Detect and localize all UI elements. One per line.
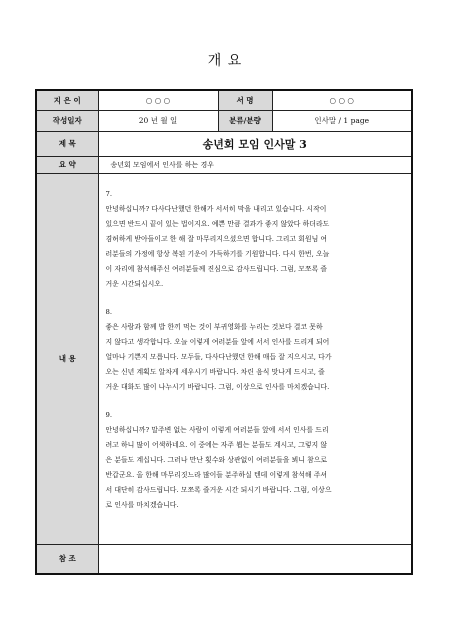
document-title: 개 요: [207, 53, 243, 69]
author-value: ○ ○ ○: [98, 90, 218, 110]
paragraph-line: 지 않다고 생각합니다. 오늘 이렇게 여러분들 앞에 서서 인사를 드리게 되어: [105, 337, 330, 346]
reference-label: 참 조: [36, 544, 98, 574]
summary-value: 송년회 모임에서 인사를 하는 경우: [98, 156, 412, 173]
summary-label: 요 약: [36, 156, 98, 173]
paragraph-line: 안녕하십니까? 다사다난했던 한해가 서서히 막을 내리고 있습니다. 시작이: [105, 204, 327, 213]
paragraph-line: 있으면 반드시 끝이 있는 법이지요. 예쁜 만큼 결과가 좋지 않았다 하더라도: [105, 219, 330, 228]
date-value: 20 년 월 일: [98, 110, 218, 131]
paragraph-line: 겸허하게 받아들이고 한 해 잘 마무리지으셨으면 합니다. 그리고 회원님 여: [105, 234, 328, 243]
type-value: 인사말 / 1 page: [272, 110, 412, 131]
paragraph-line: 반갑군요. 올 한해 마무리짓느라 많이들 분주하실 텐데 이렇게 참석해 주셔: [105, 470, 328, 479]
paragraph-line: 로 인사를 마치겠습니다.: [105, 500, 179, 509]
paragraph-line: 러분들의 가정에 항상 복된 기운이 가득하기를 기원합니다. 다시 한번, 오늘: [105, 249, 330, 258]
paragraph-number: 7.: [105, 189, 113, 198]
paragraph-line: 거운 시간되십시오.: [105, 279, 164, 288]
author-label: 지 은 이: [36, 90, 98, 110]
reference-value: [98, 544, 412, 574]
paragraph-line: 안녕하십니까? 말주변 없는 사람이 이렇게 여러분들 앞에 서서 인사를 드리: [105, 425, 329, 434]
paragraph-line: 거운 대화도 많이 나누시기 바랍니다. 그럼, 이상으로 인사를 마치겠습니다.: [105, 382, 330, 391]
document-table: [35, 89, 413, 575]
content-body: [98, 173, 412, 544]
content-label: 내 용: [36, 173, 98, 544]
paragraph-line: 은 분들도 계십니다. 그러나 만난 횟수와 상관없이 여러분들을 뵈니 참으로: [105, 455, 328, 464]
category-label: 서 명: [218, 90, 272, 110]
date-label: 작성일자: [36, 110, 98, 131]
category-value: ○ ○ ○: [272, 90, 412, 110]
paragraph-number: 9.: [105, 410, 113, 419]
paragraph-line: 서 대단히 감사드립니다. 모쪼록 즐거운 시간 되시기 바랍니다. 그럼, 이상으: [105, 485, 332, 494]
content-paragraph-7: [106, 187, 402, 292]
subject-label: 제 목: [36, 131, 98, 156]
content-paragraph-9: [106, 408, 402, 513]
type-label: 분류/분량: [218, 110, 272, 131]
paragraph-line: 좋은 사람과 함께 밥 한끼 먹는 것이 부귀영화를 누리는 것보다 결코 못하: [105, 322, 323, 331]
paragraph-line: 오는 신년 계획도 알차게 세우시기 바랍니다. 차린 음식 맛나게 드시고, 즐: [105, 367, 325, 376]
paragraph-number: 8.: [105, 307, 113, 316]
paragraph-line: 얼마나 기쁜지 모릅니다. 모두들, 다사다난했던 한해 매듭 잘 지으시고, 다가: [105, 352, 332, 361]
subject-value: 송년회 모임 인사말 3: [98, 131, 412, 156]
paragraph-line: 려고 하니 많이 어색하네요. 이 중에는 자주 뵙는 분들도 계시고, 그렇지 않: [105, 440, 328, 449]
paragraph-line: 이 자리에 참석해주신 여러분들께 진심으로 감사드립니다. 그럼, 모쪼록 즐: [105, 264, 328, 273]
content-paragraph-8: [106, 305, 402, 395]
